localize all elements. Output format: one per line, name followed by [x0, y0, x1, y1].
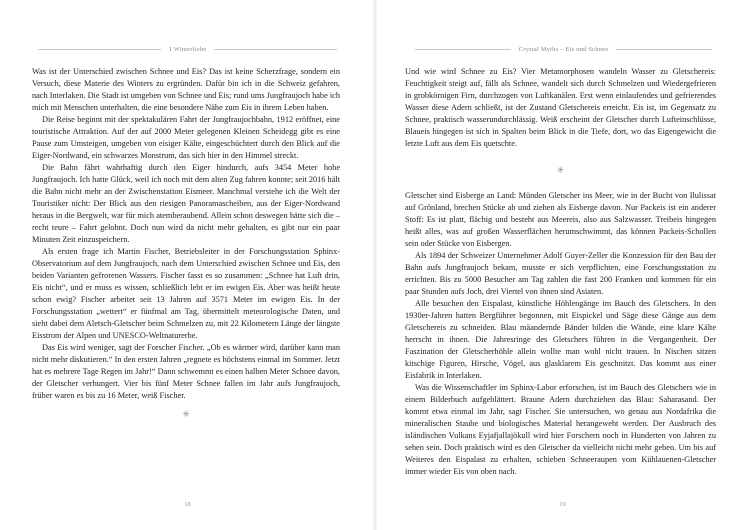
paragraph: Als 1894 der Schweizer Unternehmer Adolf Guyer-Zeller die Konzession für den Bau der Bahn aufs Jungfraujoch bekam, musste er sich verpflichten, eine Forschungsstation zu errichten. Bis zu 5000 Besucher am Tag zahlen die fast 200 Franken und kommen für ein paar Stunden aufs Joch, drei Viertel von ihnen sind Asiaten. [405, 251, 716, 296]
header-rule [415, 49, 511, 50]
header-rule [214, 49, 337, 50]
paragraph: Was die Wissenschaftler im Sphinx-Labor erforschen, ist im Bauch des Gletschers wie in einem Bilderbuch aufgeblättert. Braune Adern durchziehen das Blau: Saharasand. Der kommt etwa einmal im Jahr, sagt Fischer. Sie untersuchen, wo genau aus Nordafrika die mineralischen Staube und biologisches Material herangeweht werden. Der Ausbruch des isländischen Vulkans Eyjafjallajökull wird hier Forschern noch in Hunderten von Jahren zu sehen sein. Doch praktisch wird es den Gletscher da vielleicht nicht mehr geben. Um bis auf Weiteres den Eispalast zu erhalten, schieben Schneeraupen vom Kühlauenen-Gletscher immer wieder Eis von oben nach. [405, 383, 716, 476]
paragraph: Als ersten frage ich Martin Fischer, Betriebsleiter in der Forschungsstation Sphinx-Observatorium auf dem Jungfraujoch, nach dem Unterschied zwischen Schnee und Eis, den beiden Varianten gefrorenen Wassers. Fischer fasst es so zusammen: „Schnee hat Luft drin, Eis nicht“, und er muss es wissen, schließlich lebt er im ewigen Eis. Aber was heißt heute schon ewig? Fischer arbeitet seit 13 Jahren auf 3571 Meter im ewigen Eis. In der Forschungsstation „wettert“ er fünfmal am Tag, übermittelt meteorologische Daten, und sieht dabei dem Aletsch-Gletscher beim Schmelzen zu, mit 22 Kilometern Länge der längste Eisstrom der Alpen und UNESCO-Weltnaturerbe. [32, 247, 340, 340]
paragraph: Das Eis wird weniger, sagt der Forscher Fischer. „Ob es wärmer wird, darüber kann man nicht mehr diskutieren.“ In den ersten Jahren „regnete es höchstens einmal im Sommer. Jetzt hat es mehrere Tage Regen im Jahr!“ Dann schwemmt es einen halben Meter Schnee davon, der Gletscher verhungert. Vier bis fünf Meter Schnee fallen im Jahr aufs Jungfraujoch, früher waren es bis zu 16 Meter, weiß Fischer. [32, 343, 340, 400]
book-title: Crystal Myths – Eis und Schnee [518, 45, 609, 53]
header-rule [38, 49, 161, 50]
header-rule [616, 49, 712, 50]
paragraph: Die Bahn fährt wahrhaftig durch den Eiger hindurch, aufs 3454 Meter hohe Jungfraujoch. Ich hatte Glück, weil ich noch mit dem alten Zug fahren konnte; seit 2016 hält die Bahn nicht mehr an der Zwischenstation Eismeer. Manchmal verstehe ich die Welt der Touristiker nicht: Der Blick aus den riesigen Panoramascheiben, aus der Eiger-Nordwand heraus in die Bergwelt, war für mich atemberaubend. Allein schon deswegen hätte sich die – recht teure – Fahrt gelohnt. Doch nun wird da nicht mehr gehalten, es gibt nur ein paar Minuten Zeit einzuspeichern. [32, 163, 340, 244]
page-number-right: 19 [559, 501, 566, 508]
right-page [375, 0, 750, 530]
section-ornament: ✳ [556, 165, 565, 175]
book-gutter [372, 0, 378, 530]
paragraph: Gletscher sind Eisberge an Land: Münden Gletscher ins Meer, wie in der Bucht von Ilulissat auf Grönland, brechen Stücke ab und ziehen als Eisberge davon. Nur Packeis ist ein anderer Stoff: Es ist platt, flächig und besteht aus Meereis, also aus Salzwasser. Treibeis hingegen heißt alles, was auf großen Wasserflächen herumschwimmt, das können Packeis-Schollen sein oder Stücke von Eisbergen. [405, 191, 716, 248]
paragraph: Alle besuchen den Eispalast, künstliche Höhlengänge im Bauch des Gletschers. In den 1930er-Jahren hatten Bergführer begonnen, mit Eispickel und Säge diese Gänge aus dem Gletschereis zu schneiden. Blau mäandernde Bänder bilden die Wände, eine klare Kälte herrscht in ihnen. Die Jahresringe des Gletschers führen in die Vergangenheit. Der Faszination der Gletscherhöhle allein wollte man wohl nicht trauen. In Nischen sitzen kitschige Figuren, Hirsche, Vögel, aus glasklarem Eis geschnitzt. Das kommt aus einer Eisfabrik in Interlaken. [405, 299, 716, 380]
right-body-text [405, 66, 716, 478]
running-header-left [30, 42, 345, 56]
running-header-right [407, 42, 720, 56]
chapter-title: 1 Winterliebe [168, 45, 207, 53]
page-number-left: 18 [184, 501, 191, 508]
paragraph: Die Reise beginnt mit der spektakulären Fahrt der Jungfraujochbahn, 1912 eröffnet, eine touristische Attraktion. Auf der auf 2000 Meter gelegenen Kleinen Scheidegg gibt es eine Pause zum Umsteigen, umgeben von eisiger Kälte, eingeschüchtert durch den Blick auf die Eiger-Nordwand, ein schwarzes Monstrum, das sich hier in den Himmel streckt. [32, 115, 340, 160]
paragraph: Was ist der Unterschied zwischen Schnee und Eis? Das ist keine Scherzfrage, sondern ein Versuch, diese Materie des Winters zu ergründen. Dafür bin ich in die Schweiz gefahren, nach Interlaken. Die Stadt ist umgeben von Schnee und Eis; rund ums Jungfraujoch habe ich mich mit Menschen unterhalten, die eine besondere Nähe zum Eis in ihrem Leben haben. [32, 67, 340, 112]
section-ornament: ✳ [182, 409, 190, 419]
left-body-text [32, 66, 340, 420]
paragraph: Und wie wird Schnee zu Eis? Vier Metamorphosen wandeln Wasser zu Gletschereis: Feuchtigkeit steigt auf, fällt als Schnee, wandelt sich durch Schmelzen und Wiedergefrieren in grobkörnigen Firn, durchzogen von Luftkanälen. Erst wenn einlaufendes und gefrierendes Wasser diese Adern schließt, ist der Zustand Gletschereis erreicht. Eis ist, im Gegensatz zu Schnee, praktisch wasserundurchlässig. Weiß erscheint der Gletscher durch Lufteinschlüsse, Blaueis hingegen ist sich in Spalten beim Blick in die Tiefe, dort, wo das Eigengewicht die letzte Luft aus dem Eis quetschte. [405, 67, 716, 148]
